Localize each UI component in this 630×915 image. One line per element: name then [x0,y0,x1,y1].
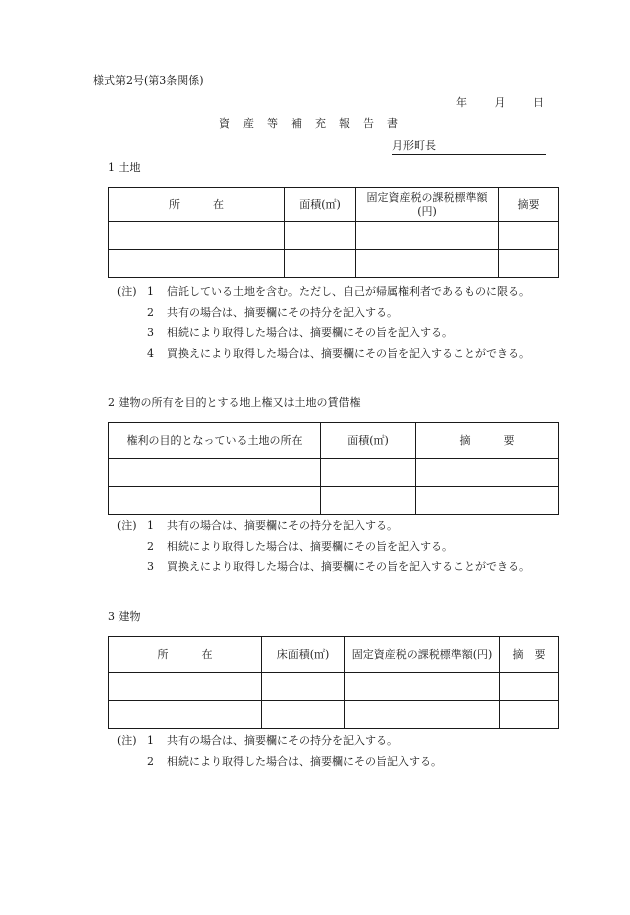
note-lead: (注) [117,285,137,298]
table-cell[interactable] [109,701,262,729]
column-header-remarks: 摘要 [499,188,559,222]
table-cell[interactable] [109,222,285,250]
note-item: (注) 1 信託している土地を含む。ただし、自己が帰属権利者であるものに限る。 [117,282,530,303]
table-cell[interactable] [356,250,499,278]
table-cell[interactable] [500,701,559,729]
building-notes [117,731,442,772]
table-cell[interactable] [109,459,321,487]
column-header-land-location: 権利の目的となっている土地の所在 [109,423,321,459]
table-row [109,701,559,729]
table-row [109,487,559,515]
section-leasehold-title: 2 建物の所有を目的とする地上権又は土地の賃借権 [108,396,361,409]
table-row [109,459,559,487]
building-table [108,636,559,729]
table-cell[interactable] [262,673,345,701]
note-item: 3 買換えにより取得した場合は、摘要欄にその旨を記入することができる。 [147,560,530,573]
table-header-row [109,188,559,222]
leasehold-table [108,422,559,515]
note-lead: (注) [117,519,137,532]
table-cell[interactable] [499,222,559,250]
land-table [108,187,559,278]
table-row [109,222,559,250]
table-cell[interactable] [356,222,499,250]
note-item: (注) 1 共有の場合は、摘要欄にその持分を記入する。 [117,516,530,537]
note-item: 2 相続により取得した場合は、摘要欄にその旨記入する。 [147,754,442,768]
table-cell[interactable] [109,250,285,278]
table-cell[interactable] [321,459,416,487]
document-title: 資産等補充報告書 [219,117,411,130]
recipient-line: 月形町長 [392,137,546,155]
note-item: 2 相続により取得した場合は、摘要欄にその旨を記入する。 [147,539,453,553]
column-header-tax-base: 固定資産税の課税標準額(円) [345,637,500,673]
note-lead: (注) [117,734,137,747]
note-item: 3 相続により取得した場合は、摘要欄にその旨を記入する。 [147,326,453,339]
table-row [109,250,559,278]
date-day-field[interactable]: 日 [533,96,544,109]
table-cell[interactable] [416,487,559,515]
column-header-floor-area: 床面積(㎡) [262,637,345,673]
table-cell[interactable] [499,250,559,278]
table-cell[interactable] [285,250,356,278]
column-header-location: 所 在 [109,637,262,673]
land-notes [117,282,530,364]
table-cell[interactable] [345,701,500,729]
note-item: 4 買換えにより取得した場合は、摘要欄にその旨を記入することができる。 [147,346,530,360]
date-year-field[interactable]: 年 [456,96,467,109]
column-header-area: 面積(㎡) [285,188,356,222]
table-cell[interactable] [416,459,559,487]
note-item: (注) 1 共有の場合は、摘要欄にその持分を記入する。 [117,731,442,752]
table-header-row [109,423,559,459]
date-month-field[interactable]: 月 [494,96,506,109]
table-header-row [109,637,559,673]
table-cell[interactable] [109,487,321,515]
table-cell[interactable] [321,487,416,515]
table-cell[interactable] [109,673,262,701]
note-item: 2 共有の場合は、摘要欄にその持分を記入する。 [147,305,398,319]
section-land-title: 1 土地 [108,161,141,174]
column-header-tax-base: 固定資産税の課税標準額(円) [356,188,499,222]
date-line [436,94,544,110]
column-header-location: 所 在 [109,188,285,222]
table-cell[interactable] [285,222,356,250]
table-cell[interactable] [262,701,345,729]
column-header-area: 面積(㎡) [321,423,416,459]
table-cell[interactable] [500,673,559,701]
column-header-remarks: 摘 要 [416,423,559,459]
form-number-label: 様式第2号(第3条関係) [93,74,204,87]
leasehold-notes [117,516,530,578]
table-cell[interactable] [345,673,500,701]
table-row [109,673,559,701]
section-building-title: 3 建物 [108,610,141,623]
column-header-remarks: 摘 要 [500,637,559,673]
